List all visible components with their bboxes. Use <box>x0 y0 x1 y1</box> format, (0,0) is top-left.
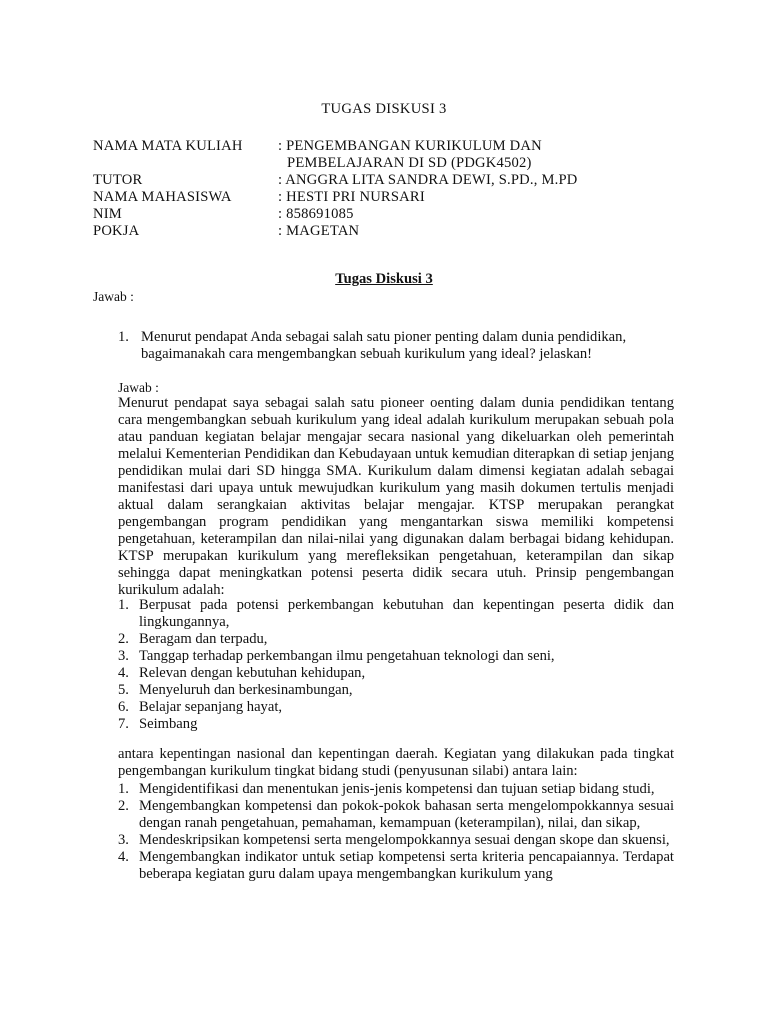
list-text: Belajar sepanjang hayat, <box>139 699 283 715</box>
info-label: NAMA MATA KULIAH <box>93 138 243 154</box>
info-label: NAMA MAHASISWA <box>93 189 232 205</box>
info-row-tutor <box>93 172 693 189</box>
list-number: 3. <box>118 832 129 848</box>
info-value <box>278 138 693 172</box>
list-text: Mengembangkan indikator untuk setiap kompetensi serta kriteria pencapaiannya. Terdapat beberapa kegiatan guru dalam upaya mengembangkan kurikulum yang <box>139 849 674 882</box>
list-text: Mendeskripsikan kompetensi serta mengelompokkannya sesuai dengan skope dan skuensi, <box>139 832 670 848</box>
list-text: Mengidentifikasi dan menentukan jenis-jenis kompetensi dan tujuan setiap bidang studi, <box>139 781 655 797</box>
list-text: Seimbang <box>139 716 198 732</box>
info-value-line: : PENGEMBANGAN KURIKULUM DAN <box>278 138 542 154</box>
list-item <box>118 682 674 699</box>
info-row-student <box>93 189 693 206</box>
list-item <box>118 631 674 648</box>
list-number: 1. <box>118 597 129 613</box>
list-item <box>118 781 674 798</box>
list-number: 4. <box>118 849 129 865</box>
info-label: NIM <box>93 206 122 222</box>
answer-paragraph: Menurut pendapat saya sebagai salah satu pioneer oenting dalam dunia pendidikan tentang cara mengembangkan sebuah kurikulum yang ideal adalah kurikulum merupakan sebuah pola atau panduan kegiatan belajar mengajar secara nasional yang dikeluarkan oleh pemerintah melalui Kementerian Pendidikan dan Kebudayaan untuk kemudian diterapkan di setiap jenjang pendidikan mulai dari SD hingga SMA. Kurikulum dalam dimensi kegiatan adalah sebagai manifestasi dari upaya untuk mewujudkan kurikulum yang masih dokumen tertulis menjadi aktual dalam serangkaian aktivitas belajar mengajar. KTSP merupakan perangkat pengembangan program pendidikan yang mengantarkan siswa memiliki kompetensi pengetahuan, keterampilan dan nilai-nilai yang digunakan dalam berbagai bidang kehidupan. KTSP merupakan kurikulum yang merefleksikan pengetahuan, keterampilan dan sikap sehingga dapat meningkatkan potensi peserta didik secara utuh. Prinsip pengembangan kurikulum adalah: <box>118 395 675 598</box>
info-value-line: PEMBELAJARAN DI SD (PDGK4502) <box>287 155 532 171</box>
info-label: POKJA <box>93 223 140 239</box>
list-text: Tanggap terhadap perkembangan ilmu pengetahuan teknologi dan seni, <box>139 648 555 664</box>
section-heading: Tugas Diskusi 3 <box>335 271 433 287</box>
list-text: Beragam dan terpadu, <box>139 631 268 647</box>
info-label: TUTOR <box>93 172 143 188</box>
list-item <box>118 832 674 849</box>
info-value: : HESTI PRI NURSARI <box>278 189 425 205</box>
list-text: Menyeluruh dan berkesinambungan, <box>139 682 353 698</box>
list-item <box>118 798 674 832</box>
question-text: Menurut pendapat Anda sebagai salah satu pioner penting dalam dunia pendidikan, bagaimanakah cara mengembangkan sebuah kurikulum yang ideal? jelaskan! <box>141 329 627 362</box>
list-item <box>118 699 674 716</box>
info-value: : MAGETAN <box>278 223 360 239</box>
activities-list <box>118 781 674 883</box>
list-number: 5. <box>118 682 129 698</box>
list-item <box>118 648 674 665</box>
list-number: 4. <box>118 665 129 681</box>
jawab-label: Jawab : <box>93 289 134 304</box>
info-value: : 858691085 <box>278 206 354 222</box>
info-value: : ANGGRA LITA SANDRA DEWI, S.PD., M.PD <box>278 172 578 188</box>
paragraph-2: antara kepentingan nasional dan kepentingan daerah. Kegiatan yang dilakukan pada tingkat pengembangan kurikulum tingkat bidang studi (penyusunan silabi) antara lain: <box>118 746 674 779</box>
list-item <box>118 849 674 883</box>
list-item <box>118 597 674 631</box>
list-number: 7. <box>118 716 129 732</box>
list-text: Relevan dengan kebutuhan kehidupan, <box>139 665 366 681</box>
principles-list <box>118 597 674 733</box>
list-text: Berpusat pada potensi perkembangan kebutuhan dan kepentingan peserta didik dan lingkungannya, <box>139 597 674 630</box>
list-text: Mengembangkan kompetensi dan pokok-pokok bahasan serta mengelompokkannya sesuai dengan ranah pengetahuan, pemahaman, kemampuan (keterampilan), nilai, dan sikap, <box>139 798 674 831</box>
list-number: 1. <box>118 781 129 797</box>
document-title: TUGAS DISKUSI 3 <box>321 101 447 117</box>
list-number: 2. <box>118 631 129 647</box>
info-row-pokja <box>93 223 693 240</box>
list-number: 2. <box>118 798 129 814</box>
list-number: 3. <box>118 648 129 664</box>
identity-table <box>93 138 693 240</box>
list-item <box>118 665 674 682</box>
info-row-nim <box>93 206 693 223</box>
question-number: 1. <box>118 329 129 345</box>
question-item <box>118 329 678 363</box>
list-number: 6. <box>118 699 129 715</box>
answer-label: Jawab : <box>118 380 159 395</box>
info-row-course <box>93 138 693 172</box>
list-item <box>118 716 674 733</box>
